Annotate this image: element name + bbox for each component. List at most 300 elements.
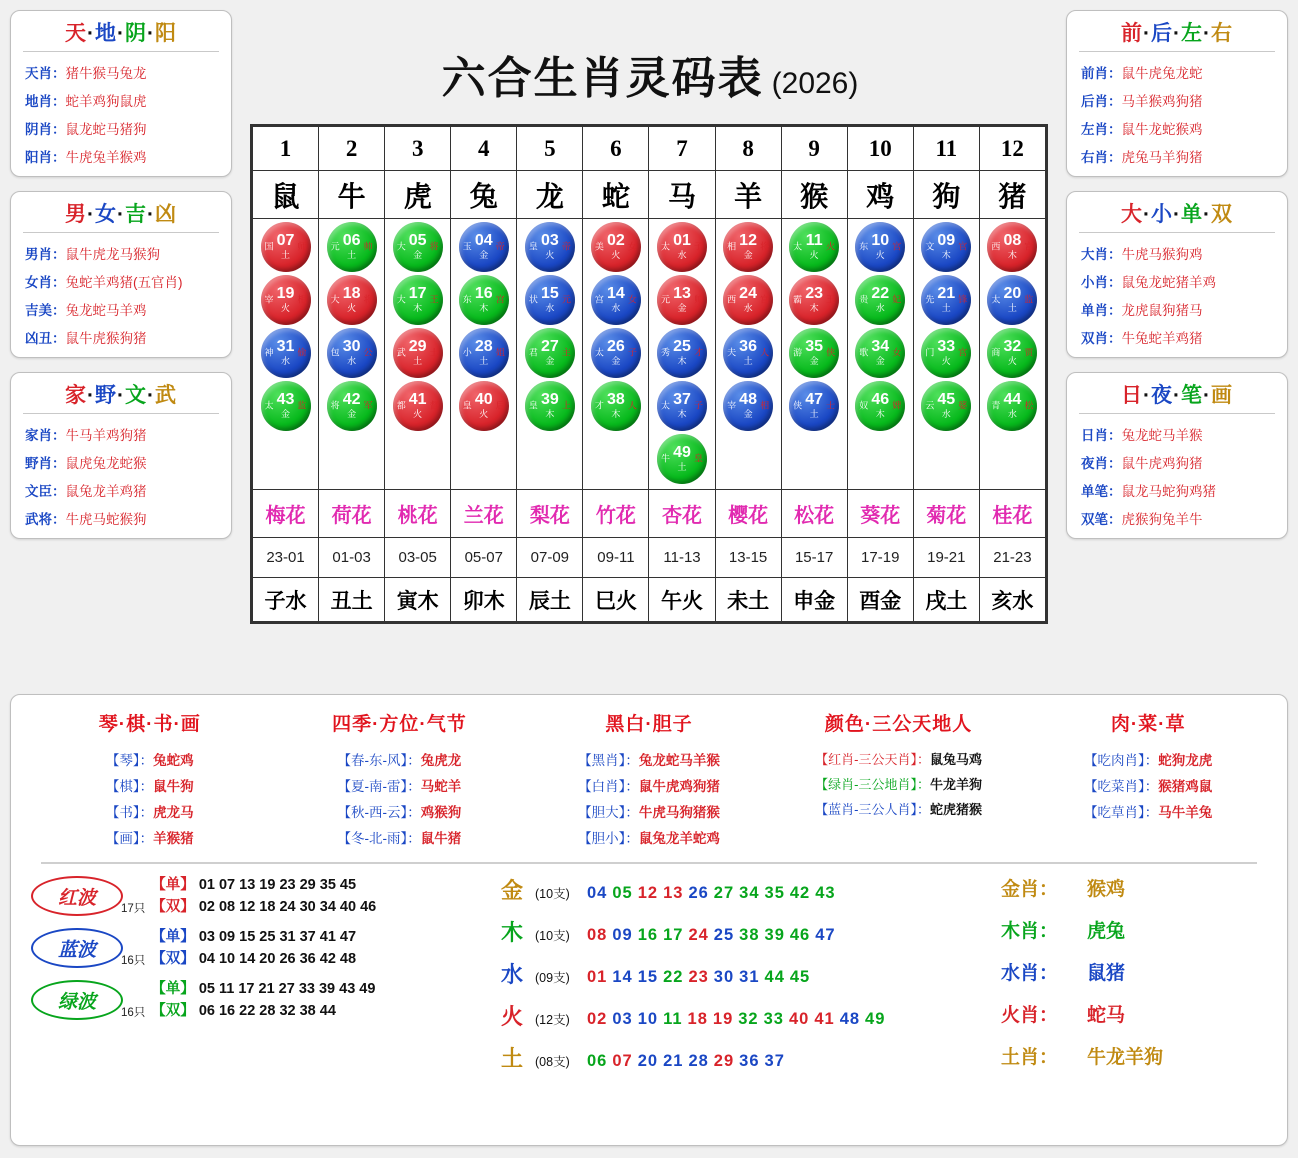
ball-number: 39 bbox=[540, 390, 559, 408]
number-ball[interactable] bbox=[855, 222, 905, 272]
table-row-numbers bbox=[253, 127, 1046, 171]
number-ball[interactable] bbox=[789, 222, 839, 272]
ball-element: 土 bbox=[677, 461, 687, 472]
page-title bbox=[250, 42, 1050, 106]
ball-number: 20 bbox=[1003, 284, 1022, 302]
category-line bbox=[774, 771, 1024, 796]
category-line bbox=[524, 746, 774, 772]
number-ball[interactable] bbox=[723, 275, 773, 325]
number-ball[interactable] bbox=[855, 381, 905, 431]
category-line bbox=[524, 824, 774, 850]
element-number: 06 bbox=[587, 1052, 608, 1070]
element-number: 08 bbox=[587, 926, 608, 944]
number-ball[interactable] bbox=[591, 381, 641, 431]
element-number: 02 bbox=[587, 1010, 608, 1028]
element-number: 48 bbox=[839, 1010, 861, 1028]
number-ball[interactable] bbox=[591, 222, 641, 272]
element-zodiac-value: 虎兔 bbox=[1087, 921, 1126, 942]
ball-number: 03 bbox=[540, 231, 559, 249]
ball-left-char: 大 bbox=[330, 294, 340, 305]
ball-element: 火 bbox=[413, 408, 423, 419]
table-cell-element: 子水 bbox=[253, 578, 319, 622]
panel-row: 前肖：鼠牛虎兔龙蛇 bbox=[1081, 66, 1203, 81]
ball-left-char: 美 bbox=[594, 241, 604, 252]
bottom-panel bbox=[10, 694, 1288, 1146]
number-ball[interactable] bbox=[261, 222, 311, 272]
element-number: 37 bbox=[764, 1052, 785, 1070]
number-ball[interactable] bbox=[789, 381, 839, 431]
table-cell-element: 亥水 bbox=[979, 578, 1045, 622]
ball-element: 金 bbox=[743, 408, 753, 419]
ball-left-char: 牛 bbox=[661, 453, 671, 464]
ball-number: 28 bbox=[474, 337, 493, 355]
table-cell-balls bbox=[649, 219, 715, 490]
element-row bbox=[501, 874, 1001, 916]
ball-right-char: 女 bbox=[627, 294, 637, 305]
ball-right-char: 宫 bbox=[495, 294, 505, 305]
element-number: 22 bbox=[663, 968, 684, 986]
ball-left-char: 状 bbox=[528, 294, 538, 305]
number-ball[interactable] bbox=[789, 275, 839, 325]
wave-badge: 蓝波 bbox=[31, 928, 123, 968]
panel-qian-hou-zuo-you bbox=[1066, 10, 1288, 177]
number-ball[interactable] bbox=[525, 222, 575, 272]
number-ball[interactable] bbox=[921, 381, 971, 431]
number-ball[interactable] bbox=[855, 275, 905, 325]
wave-count: 17只 bbox=[121, 903, 146, 915]
number-ball[interactable] bbox=[393, 222, 443, 272]
ball-right-char: 宫 bbox=[1024, 241, 1034, 252]
element-number: 49 bbox=[865, 1010, 886, 1028]
ball-element: 火 bbox=[611, 249, 621, 260]
table-cell-zodiac: 马 bbox=[649, 171, 715, 219]
panel-row: 女肖：兔蛇羊鸡猪(五官肖) bbox=[25, 275, 183, 290]
category-key: 【冬-北-雨】： bbox=[337, 831, 421, 846]
ball-number: 27 bbox=[540, 337, 559, 355]
ball-left-char: 都 bbox=[396, 400, 406, 411]
zodiac-code-table bbox=[250, 124, 1048, 624]
number-ball[interactable] bbox=[261, 381, 311, 431]
category-value: 马蛇羊 bbox=[420, 779, 462, 794]
table-row-times bbox=[253, 538, 1046, 578]
ball-element: 水 bbox=[611, 302, 621, 313]
ball-element: 水 bbox=[677, 249, 687, 260]
table-cell-zodiac: 虎 bbox=[385, 171, 451, 219]
element-number: 35 bbox=[764, 884, 785, 902]
element-number: 31 bbox=[739, 968, 760, 986]
element-number: 25 bbox=[713, 926, 735, 944]
ball-right-char: 偷 bbox=[297, 347, 307, 358]
number-ball[interactable] bbox=[657, 434, 707, 484]
ball-element: 木 bbox=[1007, 249, 1017, 260]
table-cell-flower: 菊花 bbox=[913, 490, 979, 538]
element-name: 水 bbox=[501, 962, 524, 987]
element-number: 07 bbox=[612, 1052, 633, 1070]
ball-number: 26 bbox=[607, 337, 625, 355]
ball-number: 31 bbox=[276, 337, 295, 355]
ball-right-char: 监 bbox=[297, 400, 307, 411]
element-zodiac-value: 鼠猪 bbox=[1087, 963, 1126, 984]
panel-title: 前·后·左·右 bbox=[1121, 22, 1233, 45]
element-count: (10支) bbox=[535, 929, 570, 943]
table-cell-number: 3 bbox=[385, 127, 451, 171]
number-ball[interactable] bbox=[459, 222, 509, 272]
ball-element: 土 bbox=[347, 249, 357, 260]
ball-number: 02 bbox=[607, 231, 625, 249]
category-key: 【白肖】： bbox=[578, 779, 639, 794]
panel-row: 地肖：蛇羊鸡狗鼠虎 bbox=[25, 94, 147, 109]
element-number: 05 bbox=[612, 884, 633, 902]
ball-left-char: 宰 bbox=[727, 400, 737, 411]
ball-right-char: 婆 bbox=[958, 400, 968, 411]
number-ball[interactable] bbox=[261, 328, 311, 378]
ball-left-char: 太 bbox=[661, 241, 671, 252]
ball-number: 47 bbox=[805, 390, 824, 408]
element-row bbox=[501, 1000, 1001, 1042]
category-line bbox=[1023, 798, 1273, 824]
ball-element: 金 bbox=[347, 408, 357, 419]
number-ball[interactable] bbox=[987, 381, 1037, 431]
ball-element: 金 bbox=[545, 355, 555, 366]
number-ball[interactable] bbox=[525, 328, 575, 378]
number-ball[interactable] bbox=[327, 222, 377, 272]
ball-right-char: 锋 bbox=[958, 294, 968, 305]
ball-element: 土 bbox=[809, 408, 819, 419]
ball-left-char: 商 bbox=[991, 347, 1001, 358]
ball-element: 金 bbox=[479, 249, 489, 260]
table-cell-number: 7 bbox=[649, 127, 715, 171]
ball-number: 45 bbox=[937, 390, 956, 408]
wave-badge: 红波 bbox=[31, 876, 123, 916]
number-ball[interactable] bbox=[987, 328, 1037, 378]
table-cell-balls bbox=[253, 219, 319, 490]
category-line bbox=[25, 798, 275, 824]
right-panel-column bbox=[1066, 10, 1288, 553]
category-column bbox=[275, 705, 525, 850]
element-zodiac-value: 牛龙羊狗 bbox=[1087, 1047, 1164, 1068]
number-ball[interactable] bbox=[327, 328, 377, 378]
element-count: (10支) bbox=[535, 887, 570, 901]
panel-row: 家肖：牛马羊鸡狗猪 bbox=[25, 428, 147, 443]
ball-number: 46 bbox=[871, 390, 890, 408]
ball-left-char: 秀 bbox=[661, 347, 671, 358]
wave-odd-line: 【单】 03 09 15 25 31 37 41 47 bbox=[151, 928, 357, 945]
panel-row: 后肖：马羊猴鸡狗猪 bbox=[1081, 94, 1203, 109]
table-cell-element: 酉金 bbox=[847, 578, 913, 622]
table-cell-zodiac: 猪 bbox=[979, 171, 1045, 219]
table-cell-time: 09-11 bbox=[583, 538, 649, 578]
number-ball[interactable] bbox=[393, 275, 443, 325]
table-cell-flower: 梨花 bbox=[517, 490, 583, 538]
number-ball[interactable] bbox=[657, 381, 707, 431]
table-cell-time: 21-23 bbox=[979, 538, 1045, 578]
panel-row: 武将：牛虎马蛇猴狗 bbox=[25, 512, 147, 527]
panel-row: 大肖：牛虎马猴狗鸡 bbox=[1081, 247, 1203, 262]
ball-element: 火 bbox=[809, 249, 819, 260]
ball-number: 09 bbox=[937, 231, 956, 249]
category-key: 【琴】： bbox=[105, 753, 154, 768]
number-ball[interactable] bbox=[327, 275, 377, 325]
ball-left-char: 文 bbox=[925, 241, 935, 252]
element-count: (09支) bbox=[535, 971, 570, 985]
table-cell-time: 19-21 bbox=[913, 538, 979, 578]
number-ball[interactable] bbox=[921, 275, 971, 325]
ball-number: 37 bbox=[673, 390, 691, 408]
table-cell-balls bbox=[979, 219, 1045, 490]
ball-right-char: 子 bbox=[693, 241, 703, 252]
panel-row: 单笔：鼠龙马蛇狗鸡猪 bbox=[1081, 484, 1216, 499]
table-cell-time: 05-07 bbox=[451, 538, 517, 578]
element-name: 木 bbox=[501, 920, 524, 945]
divider bbox=[23, 51, 219, 52]
ball-number: 16 bbox=[474, 284, 493, 302]
element-numbers bbox=[587, 1052, 790, 1071]
table-cell-number: 11 bbox=[913, 127, 979, 171]
table-cell-balls bbox=[583, 219, 649, 490]
ball-number: 48 bbox=[739, 390, 757, 408]
number-ball[interactable] bbox=[525, 275, 575, 325]
ball-left-char: 先 bbox=[925, 294, 935, 305]
table-cell-element: 申金 bbox=[781, 578, 847, 622]
number-ball[interactable] bbox=[855, 328, 905, 378]
number-ball[interactable] bbox=[525, 381, 575, 431]
element-number: 36 bbox=[739, 1052, 760, 1070]
ball-element: 木 bbox=[809, 302, 819, 313]
category-line bbox=[524, 798, 774, 824]
table-row-flowers bbox=[253, 490, 1046, 538]
ball-left-char: 西 bbox=[991, 241, 1001, 252]
panel-row: 阴肖：鼠龙蛇马猪狗 bbox=[25, 122, 147, 137]
ball-left-char: 大 bbox=[396, 294, 406, 305]
ball-right-char: 火 bbox=[826, 241, 836, 252]
ball-left-char: 包 bbox=[330, 347, 340, 358]
ball-right-char: 官 bbox=[958, 241, 968, 252]
element-number: 41 bbox=[814, 1010, 835, 1028]
number-ball[interactable] bbox=[591, 275, 641, 325]
ball-number: 38 bbox=[607, 390, 625, 408]
ball-element: 土 bbox=[413, 355, 423, 366]
table-cell-flower: 桃花 bbox=[385, 490, 451, 538]
divider bbox=[23, 413, 219, 414]
element-zodiac-row bbox=[1001, 958, 1261, 1000]
number-ball[interactable] bbox=[987, 275, 1037, 325]
ball-right-char: 皇 bbox=[693, 453, 703, 464]
ball-element: 木 bbox=[413, 302, 423, 313]
ball-element: 木 bbox=[875, 408, 885, 419]
table-row-elements bbox=[253, 578, 1046, 622]
number-ball[interactable] bbox=[921, 328, 971, 378]
ball-number: 14 bbox=[607, 284, 625, 302]
ball-number: 32 bbox=[1003, 337, 1022, 355]
divider bbox=[1079, 51, 1275, 52]
ball-element: 火 bbox=[479, 408, 489, 419]
number-ball[interactable] bbox=[789, 328, 839, 378]
table-cell-number: 12 bbox=[979, 127, 1045, 171]
table-cell-element: 辰土 bbox=[517, 578, 583, 622]
table-cell-zodiac: 蛇 bbox=[583, 171, 649, 219]
ball-element: 水 bbox=[875, 302, 885, 313]
ball-element: 金 bbox=[413, 249, 423, 260]
element-number: 14 bbox=[612, 968, 633, 986]
panel-row: 右肖：虎兔马羊狗猪 bbox=[1081, 150, 1203, 165]
element-number: 47 bbox=[815, 926, 836, 944]
ball-left-char: 门 bbox=[925, 347, 935, 358]
element-number: 15 bbox=[637, 968, 659, 986]
element-zodiac-row bbox=[1001, 1042, 1261, 1084]
number-ball[interactable] bbox=[657, 222, 707, 272]
element-number: 46 bbox=[789, 926, 811, 944]
table-cell-zodiac: 狗 bbox=[913, 171, 979, 219]
ball-left-char: 云 bbox=[925, 400, 935, 411]
number-ball[interactable] bbox=[987, 222, 1037, 272]
element-numbers bbox=[587, 884, 841, 903]
ball-right-char: 监 bbox=[1024, 294, 1034, 305]
category-value: 牛龙羊狗 bbox=[929, 777, 982, 792]
ball-right-char: 王 bbox=[826, 294, 836, 305]
ball-number: 18 bbox=[342, 284, 361, 302]
ball-right-char: 婢 bbox=[892, 400, 902, 411]
number-ball[interactable] bbox=[459, 381, 509, 431]
category-title: 肉·菜·草 bbox=[1110, 714, 1186, 735]
ball-right-char: 王 bbox=[429, 294, 439, 305]
table-cell-element: 午火 bbox=[649, 578, 715, 622]
table-cell-balls bbox=[517, 219, 583, 490]
ball-right-char: 士 bbox=[429, 347, 439, 358]
ball-left-char: 太 bbox=[793, 241, 803, 252]
category-value: 鼠牛狗 bbox=[153, 779, 194, 794]
number-ball[interactable] bbox=[459, 328, 509, 378]
ball-left-char: 元 bbox=[661, 294, 671, 305]
category-value: 牛虎马狗猪猴 bbox=[638, 805, 720, 820]
number-ball[interactable] bbox=[393, 328, 443, 378]
table-cell-element: 未土 bbox=[715, 578, 781, 622]
number-ball[interactable] bbox=[459, 275, 509, 325]
number-ball[interactable] bbox=[591, 328, 641, 378]
ball-left-char: 元 bbox=[330, 241, 340, 252]
ball-number: 17 bbox=[408, 284, 427, 302]
number-ball[interactable] bbox=[261, 275, 311, 325]
category-title: 四季·方位·气节 bbox=[332, 714, 467, 735]
ball-right-char: 妃 bbox=[892, 294, 902, 305]
ball-number: 15 bbox=[540, 284, 559, 302]
panel-row: 左肖：鼠牛龙蛇猴鸡 bbox=[1081, 122, 1203, 137]
category-title: 琴·棋·书·画 bbox=[98, 714, 201, 735]
number-ball[interactable] bbox=[327, 381, 377, 431]
ball-right-char: 宫 bbox=[892, 241, 902, 252]
panel-ri-ye-bi-hua bbox=[1066, 372, 1288, 539]
category-column bbox=[524, 705, 774, 850]
wave-row bbox=[31, 874, 501, 918]
ball-right-char: 贾 bbox=[1024, 347, 1034, 358]
ball-left-char: 君 bbox=[528, 347, 538, 358]
table-row-balls bbox=[253, 219, 1046, 490]
ball-number: 43 bbox=[276, 390, 295, 408]
category-value: 马牛羊兔 bbox=[1158, 805, 1213, 820]
ball-number: 08 bbox=[1003, 231, 1022, 249]
table-cell-number: 9 bbox=[781, 127, 847, 171]
ball-number: 04 bbox=[474, 231, 493, 249]
element-number: 04 bbox=[587, 884, 608, 902]
ball-right-char: 侠 bbox=[826, 347, 836, 358]
element-numbers bbox=[587, 926, 841, 945]
ball-number: 06 bbox=[342, 231, 361, 249]
ball-right-char: 帝 bbox=[495, 241, 505, 252]
ball-left-char: 武 bbox=[396, 347, 406, 358]
ball-left-char: 侠 bbox=[793, 400, 803, 411]
number-ball[interactable] bbox=[723, 328, 773, 378]
ball-number: 22 bbox=[871, 284, 890, 302]
five-elements-section bbox=[501, 874, 1001, 1084]
element-zodiac-label: 土肖： bbox=[1001, 1047, 1059, 1068]
ball-left-char: 青 bbox=[991, 400, 1001, 411]
category-value: 兔蛇鸡 bbox=[153, 753, 194, 768]
table-cell-zodiac: 鼠 bbox=[253, 171, 319, 219]
category-key: 【秋-西-云】： bbox=[337, 805, 421, 820]
ball-left-char: 宫 bbox=[594, 294, 604, 305]
ball-left-char: 西 bbox=[727, 294, 737, 305]
ball-right-char: 师 bbox=[297, 241, 307, 252]
element-number: 30 bbox=[713, 968, 735, 986]
table-cell-flower: 竹花 bbox=[583, 490, 649, 538]
table-cell-balls bbox=[319, 219, 385, 490]
number-ball[interactable] bbox=[723, 381, 773, 431]
panel-title: 天·地·阴·阳 bbox=[65, 22, 177, 45]
element-number: 28 bbox=[688, 1052, 709, 1070]
category-value: 蛇虎猪猴 bbox=[929, 802, 982, 817]
ball-number: 10 bbox=[871, 231, 890, 249]
number-ball[interactable] bbox=[921, 222, 971, 272]
ball-right-char: 相 bbox=[760, 400, 770, 411]
number-ball[interactable] bbox=[657, 275, 707, 325]
category-key: 【夏-南-雷】： bbox=[337, 779, 421, 794]
divider bbox=[1079, 232, 1275, 233]
number-ball[interactable] bbox=[723, 222, 773, 272]
table-cell-balls bbox=[847, 219, 913, 490]
ball-left-char: 霸 bbox=[793, 294, 803, 305]
ball-element: 木 bbox=[677, 408, 687, 419]
ball-left-char: 太 bbox=[661, 400, 671, 411]
number-ball[interactable] bbox=[393, 381, 443, 431]
ball-element: 木 bbox=[677, 355, 687, 366]
table-cell-balls bbox=[715, 219, 781, 490]
ball-element: 火 bbox=[347, 302, 357, 313]
table-cell-number: 8 bbox=[715, 127, 781, 171]
divider bbox=[1079, 413, 1275, 414]
ball-right-char: 才 bbox=[693, 347, 703, 358]
ball-number: 49 bbox=[673, 443, 691, 461]
table-cell-balls bbox=[385, 219, 451, 490]
element-zodiac-label: 水肖： bbox=[1001, 963, 1059, 984]
element-zodiac-label: 火肖： bbox=[1001, 1005, 1059, 1026]
ball-element: 火 bbox=[281, 302, 291, 313]
category-key: 【画】： bbox=[105, 831, 154, 846]
ball-right-char: 上 bbox=[561, 400, 571, 411]
ball-element: 水 bbox=[743, 302, 753, 313]
ball-element: 火 bbox=[1007, 355, 1017, 366]
panel-row: 吉美：兔龙蛇马羊鸡 bbox=[25, 303, 147, 318]
ball-right-char: 宫 bbox=[760, 294, 770, 305]
element-number: 03 bbox=[612, 1010, 633, 1028]
category-value: 鼠兔龙羊蛇鸡 bbox=[638, 831, 720, 846]
category-key: 【书】： bbox=[105, 805, 154, 820]
element-number: 01 bbox=[587, 968, 608, 986]
number-ball[interactable] bbox=[657, 328, 707, 378]
element-number: 45 bbox=[789, 968, 811, 986]
ball-left-char: 东 bbox=[462, 294, 472, 305]
panel-row: 日肖：兔龙蛇马羊猴 bbox=[1081, 428, 1203, 443]
ball-left-char: 东 bbox=[859, 241, 869, 252]
element-number: 33 bbox=[763, 1010, 784, 1028]
